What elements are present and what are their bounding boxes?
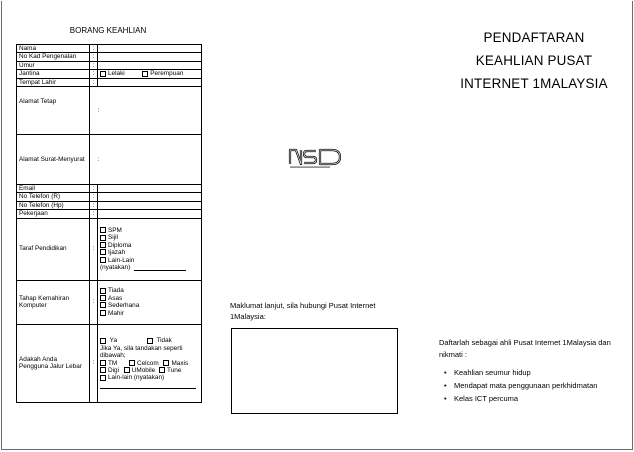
form-row-jalur-lebar: [17, 324, 202, 402]
field-jalur-lebar: [98, 324, 202, 402]
form-row-kad: [17, 53, 202, 61]
colon: :: [90, 45, 98, 53]
field-telefon-hp[interactable]: [98, 201, 202, 209]
label-alamat-surat: Alamat Surat-Menyurat: [17, 135, 90, 185]
checkbox-sijil[interactable]: [100, 235, 106, 241]
colon: :: [90, 193, 98, 201]
cover-title: [436, 26, 632, 95]
colon: :: [90, 53, 98, 61]
colon: :: [90, 185, 98, 193]
field-kad-pengenalan[interactable]: [98, 53, 202, 61]
colon: :: [97, 155, 100, 163]
colon: :: [97, 106, 100, 114]
membership-form: [16, 44, 202, 403]
form-row-tel-hp: [17, 201, 202, 209]
option-diploma: Diploma: [108, 241, 132, 249]
form-row-kemahiran: [17, 280, 202, 324]
label-pekerjaan: Pekerjaan: [17, 210, 90, 218]
form-row-jantina: [17, 70, 202, 78]
form-row-nama: [17, 45, 202, 53]
label-kemahiran-komputer: Tahap Kemahiran Komputer: [17, 280, 90, 324]
colon: [90, 135, 98, 185]
option-celcom: Celcom: [137, 359, 159, 367]
checkbox-umobile[interactable]: [124, 367, 130, 373]
option-ya: Ya: [109, 337, 118, 345]
label-email: Email: [17, 185, 90, 193]
form-row-pendidikan: [17, 218, 202, 280]
colon: :: [90, 324, 98, 402]
option-perempuan: Perempuan: [150, 70, 184, 78]
checkbox-diploma[interactable]: [100, 242, 106, 248]
option-tm: TM: [108, 359, 118, 367]
checkbox-ijazah[interactable]: [100, 249, 106, 255]
field-tempat-lahir[interactable]: [98, 78, 202, 86]
option-spm: SPM: [108, 226, 122, 234]
cover-title-line: PENDAFTARAN: [483, 30, 585, 45]
option-umobile: UMobile: [131, 367, 156, 375]
form-row-email: [17, 185, 202, 193]
label-alamat-tetap: Alamat Tetap: [17, 87, 90, 135]
label-jalur-lebar: Adakah Anda Pengguna Jalur Lebar: [17, 324, 90, 402]
field-email[interactable]: [98, 185, 202, 193]
benefit-item: • Keahlian seumur hidup: [444, 366, 597, 379]
form-row-pekerjaan: [17, 210, 202, 218]
label-jantina: Jantina: [17, 70, 90, 78]
option-lain-lain: Lain-Lain: [108, 256, 135, 264]
benefits-intro: Daftarlah sebagai ahli Pusat Internet 1Malaysia dan nikmati :: [439, 338, 611, 359]
option-sijil: Sijil: [108, 234, 118, 242]
jalur-instruction: Jika Ya, sila tandakan seperti dibawah;: [100, 344, 183, 360]
option-tiada: Tiada: [108, 287, 124, 295]
form-row-tel-r: [17, 193, 202, 201]
checkbox-tiada[interactable]: [100, 288, 106, 294]
checkbox-ya[interactable]: [100, 338, 106, 344]
form-row-alamat-surat: [17, 135, 202, 185]
checkbox-tune[interactable]: [159, 367, 165, 373]
option-maxis: Maxis: [171, 359, 189, 367]
option-digi: Digi: [108, 367, 120, 375]
cover-title-line: KEAHLIAN PUSAT: [475, 53, 593, 68]
checkbox-lelaki[interactable]: [100, 71, 106, 77]
nsd-logo: [288, 146, 344, 170]
checkbox-tidak[interactable]: [147, 338, 153, 344]
benefit-item: • Kelas ICT percuma: [444, 392, 597, 405]
checkbox-maxis[interactable]: [163, 360, 169, 366]
field-alamat-tetap[interactable]: [98, 87, 202, 135]
label-kad-pengenalan: No Kad Pengenalan: [17, 53, 90, 61]
checkbox-tm[interactable]: [100, 360, 106, 366]
label-telefon-rumah: No Telefon (R): [17, 193, 90, 201]
benefits-list: [444, 366, 597, 405]
colon: :: [90, 61, 98, 69]
field-umur[interactable]: [98, 61, 202, 69]
field-alamat-surat[interactable]: [98, 135, 202, 185]
option-ijazah: Ijazah: [108, 249, 126, 257]
checkbox-lain-lain[interactable]: [100, 257, 106, 263]
option-tune: Tune: [167, 367, 182, 375]
label-tempat-lahir: Tempat Lahir: [17, 78, 90, 86]
option-lain-lain-jalur: Lain-lain (nyatakan): [108, 374, 165, 382]
field-taraf-pendidikan: [98, 218, 202, 280]
checkbox-perempuan[interactable]: [142, 71, 148, 77]
contact-info-text: Maklumat lanjut, sila hubungi Pusat Internet 1Malaysia:: [230, 301, 376, 321]
checkbox-celcom[interactable]: [129, 360, 135, 366]
form-row-tempat-lahir: [17, 78, 202, 86]
label-nama: Nama: [17, 45, 90, 53]
colon: [90, 87, 98, 135]
colon: :: [90, 201, 98, 209]
option-mahir: Mahir: [108, 309, 124, 317]
form-row-alamat-tetap: [17, 87, 202, 135]
benefit-item: • Mendapat mata penggunaan perkhidmatan: [444, 379, 597, 392]
cover-title-line: INTERNET 1MALAYSIA: [460, 76, 608, 91]
colon: :: [90, 218, 98, 280]
colon: :: [90, 78, 98, 86]
field-pendidikan-lain[interactable]: [134, 265, 186, 271]
field-telefon-rumah[interactable]: [98, 193, 202, 201]
form-row-umur: [17, 61, 202, 69]
contact-box: [231, 328, 398, 414]
option-asas: Asas: [108, 294, 123, 302]
checkbox-sederhana[interactable]: [100, 302, 106, 308]
checkbox-mahir[interactable]: [100, 310, 106, 316]
option-lelaki: Lelaki: [108, 70, 125, 78]
field-jalur-lain[interactable]: [100, 382, 196, 389]
field-kemahiran-komputer: [98, 280, 202, 324]
colon: :: [90, 280, 98, 324]
checkbox-digi[interactable]: [100, 367, 106, 373]
colon: :: [90, 210, 98, 218]
field-jantina: [98, 70, 202, 78]
field-nama[interactable]: [98, 45, 202, 53]
checkbox-lain-lain-jalur[interactable]: [100, 375, 106, 381]
label-telefon-hp: No Telefon (Hp): [17, 201, 90, 209]
label-umur: Umur: [17, 61, 90, 69]
field-pekerjaan[interactable]: [98, 210, 202, 218]
option-nyatakan: (nyatakan): [100, 263, 131, 271]
label-taraf-pendidikan: Taraf Pendidikan: [17, 218, 90, 280]
colon: :: [90, 70, 98, 78]
form-title: BORANG KEAHLIAN: [69, 26, 147, 35]
option-tidak: Tidak: [156, 337, 172, 345]
checkbox-asas[interactable]: [100, 295, 106, 301]
option-sederhana: Sederhana: [108, 302, 140, 310]
checkbox-spm[interactable]: [100, 227, 106, 233]
